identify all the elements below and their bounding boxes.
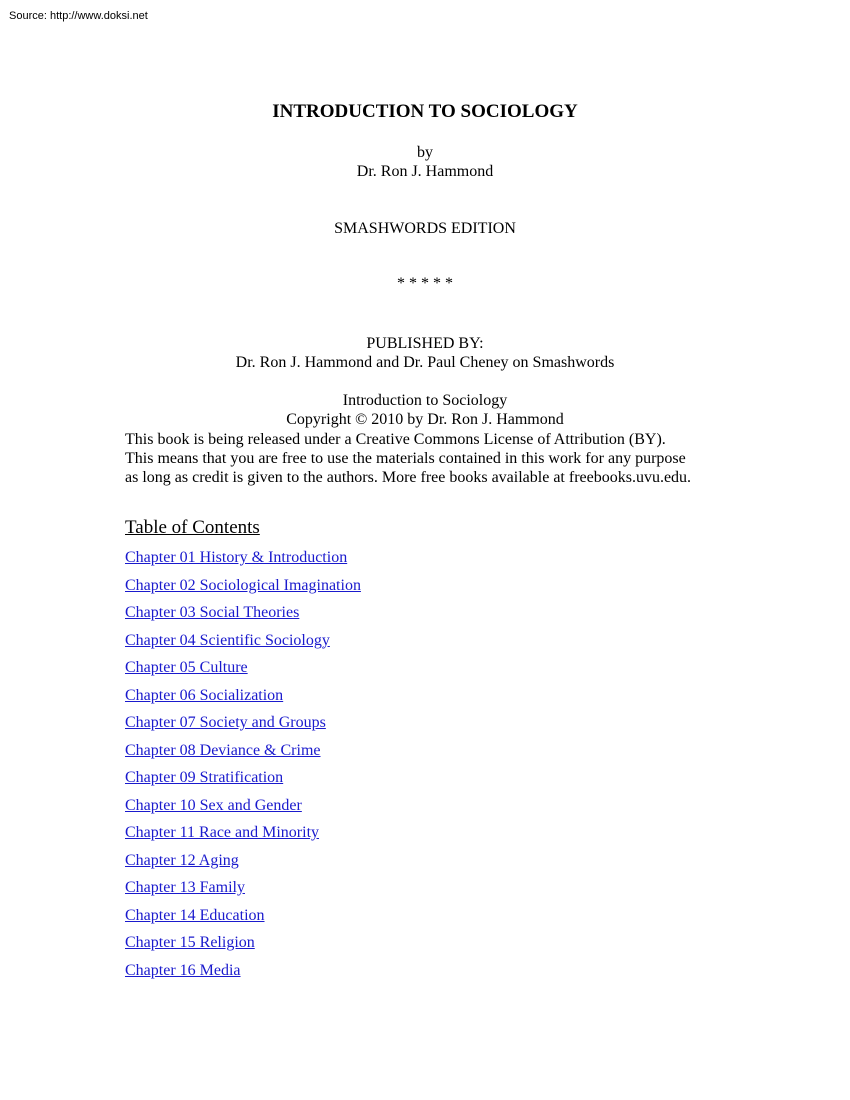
chapter-08-link[interactable]: Chapter 08 Deviance & Crime (125, 741, 321, 759)
toc-item (125, 603, 361, 631)
edition-label: SMASHWORDS EDITION (334, 220, 516, 237)
license-line: as long as credit is given to the authors. More free books available at freebooks.uvu.edu. (125, 469, 692, 486)
toc-item (125, 741, 361, 769)
toc-item (125, 576, 361, 604)
source-label: Source: http://www.doksi.net (9, 10, 148, 22)
toc-heading: Table of Contents (125, 517, 260, 538)
book-title: Introduction to Sociology (342, 392, 508, 409)
toc-item (125, 713, 361, 741)
page-title: INTRODUCTION TO SOCIOLOGY (272, 101, 578, 122)
author-name: Dr. Ron J. Hammond (356, 163, 494, 180)
toc-list (125, 548, 361, 988)
license-line: This means that you are free to use the materials contained in this work for any purpose (125, 450, 686, 467)
license-paragraph (125, 430, 745, 487)
chapter-01-link[interactable]: Chapter 01 History & Introduction (125, 549, 348, 566)
toc-item (125, 906, 361, 934)
toc-item (125, 548, 361, 576)
toc-item (125, 631, 361, 659)
toc-item (125, 933, 361, 961)
chapter-16-link[interactable]: Chapter 16 Media (125, 961, 241, 979)
section-separator: * * * * * (397, 275, 453, 292)
published-by-label: PUBLISHED BY: (366, 335, 484, 352)
toc-item (125, 851, 361, 879)
chapter-15-link[interactable]: Chapter 15 Religion (125, 934, 255, 951)
chapter-10-link[interactable]: Chapter 10 Sex and Gender (125, 796, 302, 814)
chapter-09-link[interactable]: Chapter 09 Stratification (125, 769, 284, 786)
toc-item (125, 686, 361, 714)
chapter-02-link[interactable]: Chapter 02 Sociological Imagination (125, 576, 361, 594)
toc-item (125, 768, 361, 796)
chapter-11-link[interactable]: Chapter 11 Race and Minority (125, 824, 320, 841)
copyright-notice: Copyright © 2010 by Dr. Ron J. Hammond (286, 411, 564, 428)
toc-item (125, 878, 361, 906)
chapter-13-link[interactable]: Chapter 13 Family (125, 879, 245, 896)
toc-item (125, 823, 361, 851)
chapter-14-link[interactable]: Chapter 14 Education (125, 906, 265, 924)
chapter-04-link[interactable]: Chapter 04 Scientific Sociology (125, 631, 330, 649)
license-line: This book is being released under a Creative Commons License of Attribution (BY). (125, 431, 666, 448)
toc-item (125, 658, 361, 686)
chapter-05-link[interactable]: Chapter 05 Culture (125, 659, 248, 676)
by-label: by (417, 144, 433, 161)
toc-item (125, 796, 361, 824)
chapter-12-link[interactable]: Chapter 12 Aging (125, 851, 239, 869)
toc-item (125, 961, 361, 989)
chapter-03-link[interactable]: Chapter 03 Social Theories (125, 604, 300, 621)
publishers-text: Dr. Ron J. Hammond and Dr. Paul Cheney on Smashwords (235, 354, 615, 371)
chapter-06-link[interactable]: Chapter 06 Socialization (125, 686, 284, 704)
chapter-07-link[interactable]: Chapter 07 Society and Groups (125, 714, 326, 731)
